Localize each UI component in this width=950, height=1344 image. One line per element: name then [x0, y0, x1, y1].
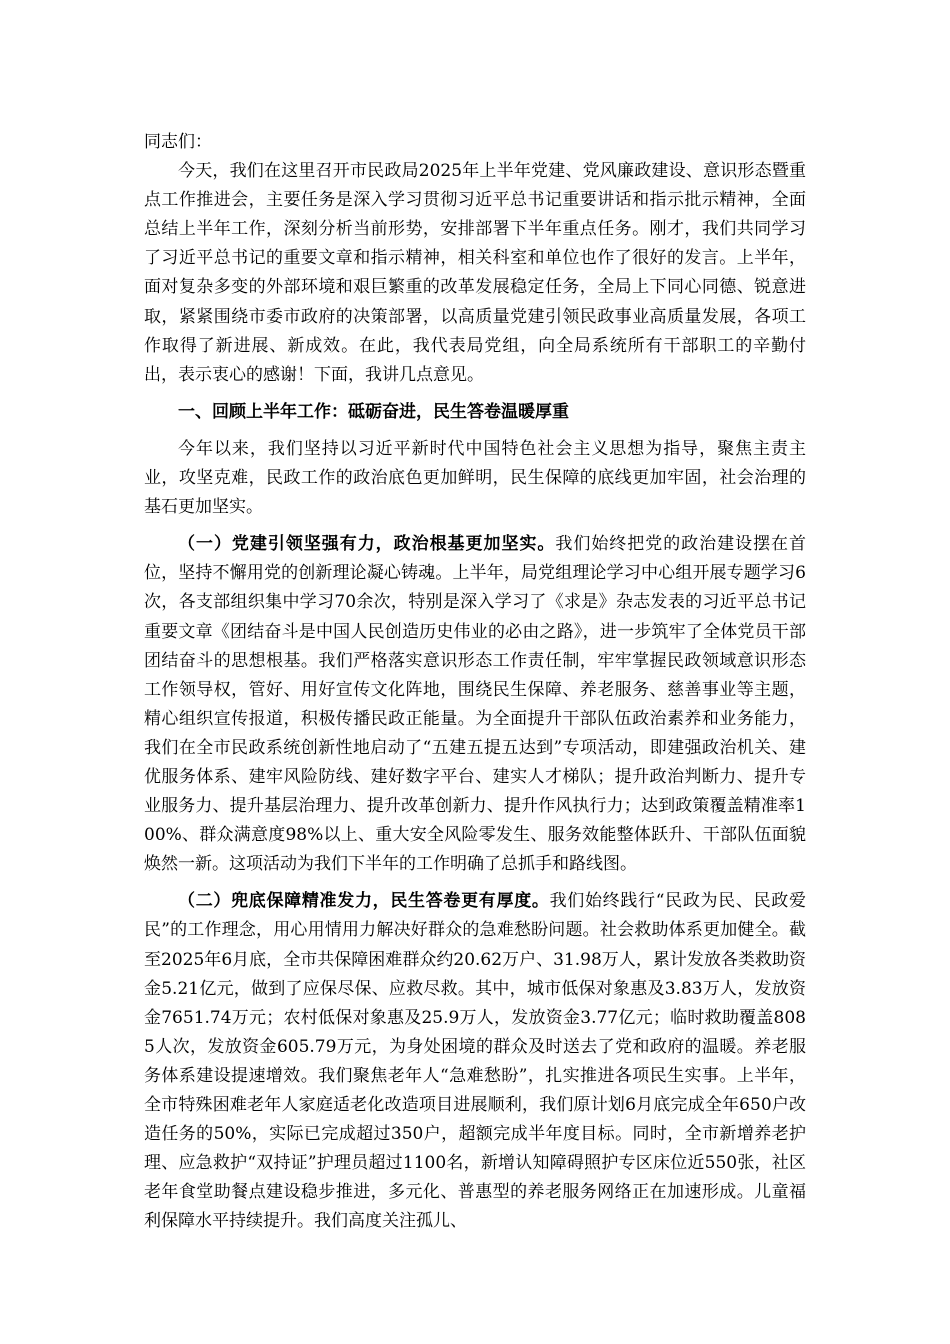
- subsection-body-2: 我们始终践行“民政为民、民政爱民”的工作理念，用心用情用力解决好群众的急难愁盼问题。社会救助体系更加健全。截至2025年6月底，全市共保障困难群众约20.62万户、31.98万人，累计发放各类救助资金5.21亿元，做到了应保尽保、应救尽救。其中，城市低保对象惠及3.83万人，发放资金7651.74万元；农村低保对象惠及25.9万人，发放资金3.77亿元；临时救助覆盖8085人次，发放资金605.79万元，为身处困境的群众及时送去了党和政府的温暖。养老服务体系建设提速增效。我们聚焦老年人“急难愁盼”，扎实推进各项民生实事。上半年，全市特殊困难老年人家庭适老化改造项目进展顺利，我们原计划6月底完成全年650户改造任务的50%，实际已完成超过350户，超额完成半年度目标。同时，全市新增养老护理、应急救护“双持证”护理员超过1100名，新增认知障碍照护专区床位近550张，社区老年食堂助餐点建设稳步推进，多元化、普惠型的养老服务网络正在加速形成。儿童福利保障水平持续提升。我们高度关注孤儿、: [144, 891, 806, 1232]
- salutation: 同志们：: [144, 132, 212, 152]
- subsection-lead-1: （一）党建引领坚强有力，政治根基更加坚实。: [178, 534, 556, 555]
- subsection-lead-2: （二）兜底保障精准发力，民生答卷更有厚度。: [178, 891, 550, 912]
- subsection-paragraph-1: [144, 530, 806, 879]
- subsection-paragraph-2: [144, 887, 806, 1236]
- document-page: [144, 128, 806, 1236]
- section-heading-1: 一、回顾上半年工作：砥砺奋进，民生答卷温暖厚重: [178, 401, 569, 422]
- intro-paragraph: 今天，我们在这里召开市民政局2025年上半年党建、党风廉政建设、意识形态暨重点工作推进会，主要任务是深入学习贯彻习近平总书记重要讲话和指示批示精神，全面总结上半年工作，深刻分析当前形势，安排部署下半年重点任务。刚才，我们共同学习了习近平总书记的重要文章和指示精神，相关科室和单位也作了很好的发言。上半年，面对复杂多变的外部环境和艰巨繁重的改革发展稳定任务，全局上下同心同德、锐意进取，紧紧围绕市委市政府的决策部署，以高质量党建引领民政事业高质量发展，各项工作取得了新进展、新成效。在此，我代表局党组，向全局系统所有干部职工的辛勤付出，表示衷心的感谢！下面，我讲几点意见。: [144, 161, 806, 385]
- subsection-body-1: 我们始终把党的政治建设摆在首位，坚持不懈用党的创新理论凝心铸魂。上半年，局党组理论学习中心组开展专题学习6次，各支部组织集中学习70余次，特别是深入学习了《求是》杂志发表的习近平总书记重要文章《团结奋斗是中国人民创造历史伟业的必由之路》，进一步筑牢了全体党员干部团结奋斗的思想根基。我们严格落实意识形态工作责任制，牢牢掌握民政领域意识形态工作领导权，管好、用好宣传文化阵地，围绕民生保障、养老服务、慈善事业等主题，精心组织宣传报道，积极传播民政正能量。为全面提升干部队伍政治素养和业务能力，我们在全市民政系统创新性地启动了“五建五提五达到”专项活动，即建强政治机关、建优服务体系、建牢风险防线、建好数字平台、建实人才梯队；提升政治判断力、提升专业服务力、提升基层治理力、提升改革创新力、提升作风执行力；达到政策覆盖精准率100%、群众满意度98%以上、重大安全风险零发生、服务效能整体跃升、干部队伍面貌焕然一新。这项活动为我们下半年的工作明确了总抓手和路线图。: [144, 534, 807, 875]
- section-intro-paragraph: 今年以来，我们坚持以习近平新时代中国特色社会主义思想为指导，聚焦主责主业，攻坚克难，民政工作的政治底色更加鲜明，民生保障的底线更加牢固，社会治理的基石更加坚实。: [144, 438, 806, 518]
